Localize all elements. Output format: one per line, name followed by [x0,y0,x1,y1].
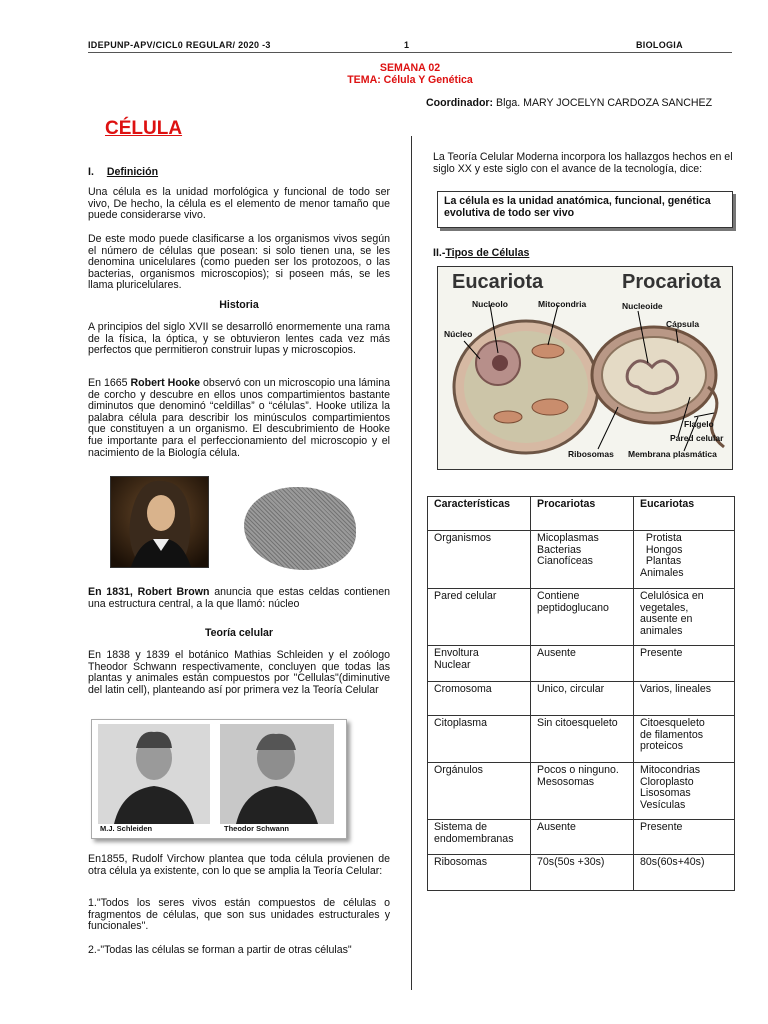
fig-label-pared: Pared celular [670,433,724,443]
table-cell: Varios, lineales [634,682,735,716]
table-cell: Pocos o ninguno. Mesosomas [531,763,634,820]
table-row [428,589,735,646]
table-cell: Presente [634,646,735,682]
coordinador-name: Blga. MARY JOCELYN CARDOZA SANCHEZ [496,97,713,109]
tipos-number: II.- [433,247,446,259]
paragraph-postulado-2: 2.-"Todas las células se forman a partir de otras células" [88,944,352,956]
table-row [428,682,735,716]
header-right: BIOLOGIA [636,40,683,50]
table-row [428,531,735,589]
paragraph-optica: A principios del siglo XVII se desarrolló enormemente una rama de la física, la óptica, y se obtuvieron lentes cada vez más perfectos que permitieron construir lupas y microscopios. [88,321,390,357]
paragraph-definicion: Una célula es la unidad morfológica y funcional de todo ser vivo, De hecho, la célula es el elemento de menor tamaño que puede considerarse vivo. [88,186,390,222]
table-cell: Presente [634,820,735,855]
table-cell: Organismos [428,531,531,589]
table-cell: Cromosoma [428,682,531,716]
hooke-name: Robert Hooke [130,377,201,389]
table-header-cell: Procariotas [531,497,634,531]
tipos-title: Tipos de Células [445,247,530,259]
portrait-hooke-drawing [111,477,208,567]
definition-box-text: La célula es la unidad anatómica, funcional, genética evolutiva de todo ser vivo [444,195,711,219]
teoria-heading: Teoría celular [204,627,274,639]
table-header-row [428,497,735,531]
portrait-hooke-image [110,476,209,568]
fig-label-flagelo: Flagelo [684,419,714,429]
paragraph-virchow: En1855, Rudolf Virchow plantea que toda célula provienen de otra célula ya existente, con lo que se amplia la Teoría Celular: [88,853,390,877]
fig-label-capsula: Cápsula [666,319,700,329]
table-row [428,855,735,891]
hooke-post: observó con un microscopio una lámina de corcho y descubre en ellos unos compartimientos bastante diminutos que denominó “celdillas” o “células”. Hooke utiliza la palabra célula para describir los minúsculos compartimientos que constituyen a un organismo. El descubrimiento de Hooke fue importante para el perfeccionamiento del microscopio y el nacimiento de la Biología célula. [88,377,390,459]
definicion-heading [88,166,158,178]
hooke-pre: En 1665 [88,377,131,389]
column-divider [411,136,412,990]
table-cell: Citoesqueleto de filamentos proteicos [634,716,735,763]
table-cell: Citoplasma [428,716,531,763]
comparison-table [427,496,735,891]
table-cell: Ribosomas [428,855,531,891]
paragraph-hooke [88,378,390,459]
fig-procariota-title: Procariota [622,271,721,293]
table-header-cell: Eucariotas [634,497,735,531]
table-cell: Ausente [531,820,634,855]
header-rule [88,52,732,53]
fig-label-mitocondria: Mitocondria [538,299,587,309]
table-cell: Unico, circular [531,682,634,716]
definicion-title: Definición [106,166,159,178]
tema-label: TEMA: Célula Y Genética [347,74,473,86]
table-row [428,646,735,682]
fig-label-nucleo: Núcleo [444,329,473,339]
paragraph-teoria-moderna: La Teoría Celular Moderna incorpora los hallazgos hechos en el siglo XX y este siglo con el avance de la tecnología, dice: [433,151,733,175]
coordinador-label: Coordinador: [426,97,494,109]
semana-label: SEMANA 02 [379,62,441,74]
fig-label-membrana: Membrana plasmática [628,449,717,459]
table-cell: 80s(60s+40s) [634,855,735,891]
paragraph-postulado-1: 1."Todos los seres vivos están compuestos de células o fragmentos de células, que son sus unidades estructurales y funcionales". [88,897,390,933]
header-left: IDEPUNP-APV/CICL0 REGULAR/ 2020 -3 [88,40,271,50]
table-cell: Orgánulos [428,763,531,820]
historia-heading: Historia [219,299,259,311]
table-cell: Celulósica en vegetales, ausente en animales [634,589,735,646]
table-cell: Pared celular [428,589,531,646]
paragraph-schleiden-schwann: En 1838 y 1839 el botánico Mathias Schleiden y el zoólogo Theodor Schwann respectivamente, concluyen que todas las plantas y animales están compuestos por "Cellulas"(diminutive del latin cell), planteando así por primera vez la Teoría Celular [88,649,390,696]
page-title: CÉLULA [105,118,183,139]
coordinador-line [426,97,712,109]
table-cell: Envoltura Nuclear [428,646,531,682]
table-cell: Ausente [531,646,634,682]
paragraph-clasificacion: De este modo puede clasificarse a los organismos vivos según el número de células que posean: si solo tienen una, se les denomina unicelulares (como pueden ser los protozoos, o las bacterias, organismos microscopios); si poseen más, se les llama pluricelulares. [88,233,390,292]
scientists-drawing [92,720,346,838]
brown-post: anuncia que estas celdas contienen una estructura central, a la que llamó: núcleo [88,586,391,610]
brown-name: En 1831, Robert Brown [88,586,210,598]
page-number: 1 [404,40,410,50]
tipos-heading [433,247,529,259]
cell-types-figure [437,266,733,470]
definicion-number: I. [88,166,94,178]
table-header-cell: Características [428,497,531,531]
scientists-photo [91,719,347,839]
table-cell: Contiene peptidoglucano [531,589,634,646]
table-cell: Sin citoesqueleto [531,716,634,763]
fig-eucariota-title: Eucariota [452,271,544,293]
table-row [428,716,735,763]
caption-schleiden: M.J. Schleiden [100,824,153,833]
table-row [428,763,735,820]
definition-box [437,191,733,228]
table-cell: Sistema de endomembranas [428,820,531,855]
caption-schwann: Theodor Schwann [224,824,290,833]
paragraph-brown [88,587,390,610]
table-cell: 70s(50s +30s) [531,855,634,891]
fig-label-nucleoide: Nucleoide [622,301,663,311]
fig-label-ribosomas: Ribosomas [568,449,614,459]
cork-cells-image [244,487,356,570]
table-cell: Micoplasmas Bacterias Cianofíceas [531,531,634,589]
table-cell: Protista Hongos Plantas Animales [634,531,735,589]
table-row [428,820,735,855]
fig-label-nucleolo: Nucleolo [472,299,508,309]
table-cell: Mitocondrias Cloroplasto Lisosomas Vesículas [634,763,735,820]
